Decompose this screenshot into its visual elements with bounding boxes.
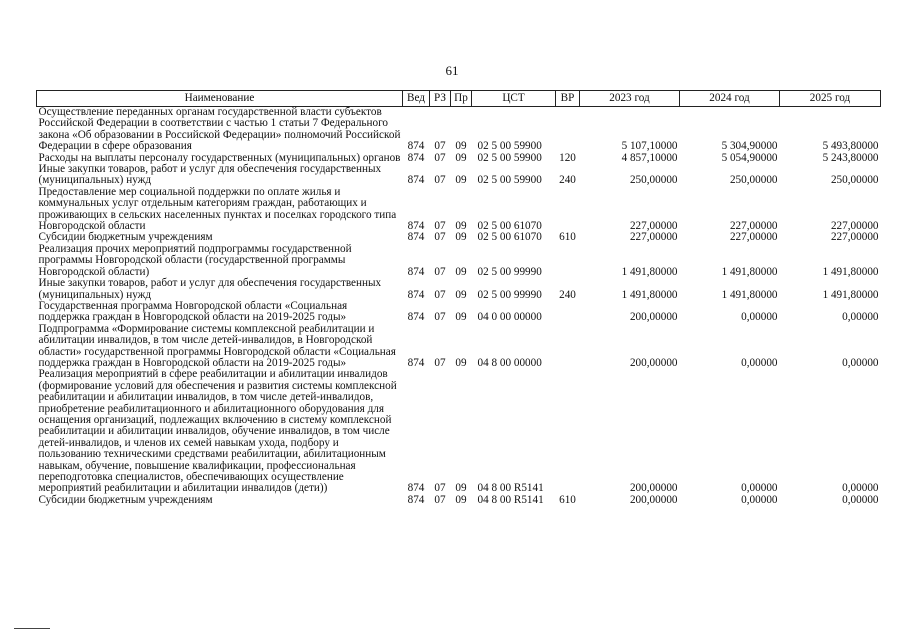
cell-rz: 07 <box>434 493 446 506</box>
cell-pr: 09 <box>455 151 467 164</box>
cell-rz: 07 <box>434 288 446 301</box>
cell-y2025: 0,00000 <box>842 311 879 324</box>
cell-y2025: 5 243,80000 <box>822 151 879 164</box>
cell-y2023: 227,00000 <box>629 220 678 233</box>
cell-y2023: 5 107,10000 <box>621 140 678 153</box>
cell-y2025: 1 491,80000 <box>822 265 879 278</box>
cell-y2023: 200,00000 <box>629 311 678 324</box>
cell-rz: 07 <box>434 231 446 244</box>
cell-vr <box>556 324 580 370</box>
cell-pr: 09 <box>455 288 467 301</box>
header-2024: 2024 год <box>680 91 780 107</box>
cell-y2025: 227,00000 <box>830 220 879 233</box>
cell-name: Субсидии бюджетным учреждениям <box>38 493 213 506</box>
budget-table <box>36 90 881 506</box>
cell-vr: 240 <box>559 288 576 301</box>
table-row <box>37 301 881 324</box>
cell-y2024: 250,00000 <box>729 174 778 187</box>
cell-ved: 874 <box>407 231 425 244</box>
cell-y2024: 5 054,90000 <box>721 151 778 164</box>
cell-y2024: 5 304,90000 <box>721 140 778 153</box>
table-row <box>37 107 881 153</box>
cell-vr: 240 <box>559 174 576 187</box>
cell-rz: 07 <box>434 140 446 153</box>
cell-y2024: 0,00000 <box>741 356 778 369</box>
table-body <box>37 107 881 507</box>
cell-pr: 09 <box>455 265 467 278</box>
cell-pr: 09 <box>455 356 467 369</box>
header-2023: 2023 год <box>580 91 680 107</box>
cell-vr <box>556 369 580 494</box>
cell-pr: 09 <box>455 311 467 324</box>
cell-y2023: 4 857,10000 <box>621 151 678 164</box>
header-2025: 2025 год <box>780 91 881 107</box>
cell-vr <box>556 107 580 153</box>
cell-cst: 02 5 00 59900 <box>477 151 542 164</box>
cell-y2025: 0,00000 <box>842 482 879 495</box>
cell-name: Государственная программа Новгородской области «Социальная поддержка граждан в Новгородской области на 2019-2025 годы» <box>38 299 348 324</box>
table-row <box>37 369 881 494</box>
cell-ved: 874 <box>407 151 425 164</box>
cell-cst: 02 5 00 99990 <box>477 265 542 278</box>
cell-cst: 02 5 00 59900 <box>477 140 542 153</box>
cell-y2025: 250,00000 <box>830 174 879 187</box>
cell-cst: 04 8 00 R5141 <box>477 493 544 506</box>
cell-cst: 02 5 00 59900 <box>477 174 542 187</box>
cell-rz: 07 <box>434 356 446 369</box>
table-row <box>37 187 881 233</box>
cell-y2025: 227,00000 <box>830 231 879 244</box>
cell-vr <box>556 244 580 278</box>
cell-y2023: 200,00000 <box>629 493 678 506</box>
cell-y2024: 0,00000 <box>741 482 778 495</box>
cell-vr <box>556 301 580 324</box>
cell-y2024: 227,00000 <box>729 220 778 233</box>
cell-cst: 02 5 00 99990 <box>477 288 542 301</box>
footer-rule <box>14 628 50 629</box>
cell-name: Реализация мероприятий в сфере реабилитации и абилитации инвалидов (формирование условий для обеспечения и развития системы комплексной реабилитации и абилитации инвалидов, в том числе детей-инвалидов, приобретение реабилитационного и абилитационного оборудования для оснащения организаций, подлежащих включению в систему комплексной реабилитации и абилитации инвалидов, обучение инвалидов, в том числе детей-инвалидов, и членов их семей навыкам ухода, подбору и пользованию техническими средствами реабилитации, абилитационным навыкам, обучение, повышение квалификации, профессиональная переподготовка специалистов, обеспечивающих осуществление мероприятий реабилитации и абилитации инвалидов (дети)) <box>38 368 397 495</box>
cell-rz: 07 <box>434 265 446 278</box>
cell-pr: 09 <box>455 231 467 244</box>
cell-y2024: 0,00000 <box>741 493 778 506</box>
cell-ved: 874 <box>407 140 425 153</box>
header-name: Наименование <box>37 91 403 107</box>
cell-y2023: 200,00000 <box>629 356 678 369</box>
cell-y2023: 1 491,80000 <box>621 265 678 278</box>
cell-name: Иные закупки товаров, работ и услуг для обеспечения государственных (муниципальных) нужд <box>38 163 382 187</box>
table-row <box>37 244 881 278</box>
cell-name: Субсидии бюджетным учреждениям <box>38 231 213 244</box>
cell-name: Расходы на выплаты персоналу государственных (муниципальных) органов <box>38 151 401 164</box>
header-ved: Вед <box>403 91 430 107</box>
page-number: 61 <box>445 63 459 78</box>
cell-y2024: 0,00000 <box>741 311 778 324</box>
cell-pr: 09 <box>455 482 467 495</box>
cell-pr: 09 <box>455 220 467 233</box>
cell-y2024: 1 491,80000 <box>721 265 778 278</box>
cell-ved: 874 <box>407 356 425 369</box>
cell-cst: 02 5 00 61070 <box>477 220 542 233</box>
cell-ved: 874 <box>407 220 425 233</box>
cell-vr: 120 <box>559 151 576 164</box>
cell-y2025: 0,00000 <box>842 493 879 506</box>
cell-name: Предоставление мер социальной поддержки по оплате жилья и коммунальных услуг отдельным категориям граждан, работающих и проживающих в сельских населенных пунктах и поселках городского типа Новгородской области <box>38 185 397 233</box>
table-header-row <box>37 91 881 107</box>
cell-rz: 07 <box>434 311 446 324</box>
cell-y2025: 1 491,80000 <box>822 288 879 301</box>
table-row <box>37 164 881 187</box>
header-pr: Пр <box>451 91 472 107</box>
cell-ved: 874 <box>407 493 425 506</box>
header-rz: РЗ <box>430 91 451 107</box>
cell-y2023: 200,00000 <box>629 482 678 495</box>
cell-pr: 09 <box>455 493 467 506</box>
cell-name: Подпрограмма «Формирование системы комплексной реабилитации и абилитации инвалидов, в том числе детей-инвалидов, в Новгородской области» государственной программы Новгородской области «Социальная поддержка граждан в Новгородской области на 2019-2025 годы» <box>38 322 396 369</box>
header-cst: ЦСТ <box>472 91 556 107</box>
cell-cst: 04 8 00 R5141 <box>477 482 544 495</box>
cell-y2025: 0,00000 <box>842 356 879 369</box>
cell-y2023: 250,00000 <box>629 174 678 187</box>
cell-name: Реализация прочих мероприятий подпрограммы государственной программы Новгородской области (государственной программы Новгородской области) <box>38 242 352 278</box>
cell-pr: 09 <box>455 174 467 187</box>
cell-vr: 610 <box>559 493 576 506</box>
cell-ved: 874 <box>407 265 425 278</box>
table-row <box>37 495 881 506</box>
cell-y2025: 5 493,80000 <box>822 140 879 153</box>
cell-name: Иные закупки товаров, работ и услуг для обеспечения государственных (муниципальных) нужд <box>38 277 382 301</box>
cell-ved: 874 <box>407 288 425 301</box>
cell-vr: 610 <box>559 231 576 244</box>
cell-ved: 874 <box>407 174 425 187</box>
cell-ved: 874 <box>407 311 425 324</box>
cell-y2023: 227,00000 <box>629 231 678 244</box>
table-row <box>37 278 881 301</box>
cell-rz: 07 <box>434 220 446 233</box>
cell-y2024: 1 491,80000 <box>721 288 778 301</box>
cell-y2024: 227,00000 <box>729 231 778 244</box>
cell-pr: 09 <box>455 140 467 153</box>
cell-cst: 04 8 00 00000 <box>477 356 542 369</box>
cell-ved: 874 <box>407 482 425 495</box>
header-vr: ВР <box>556 91 580 107</box>
table-row <box>37 324 881 370</box>
cell-rz: 07 <box>434 482 446 495</box>
cell-y2023: 1 491,80000 <box>621 288 678 301</box>
cell-rz: 07 <box>434 174 446 187</box>
cell-vr <box>556 187 580 233</box>
cell-rz: 07 <box>434 151 446 164</box>
cell-name: Осуществление переданных органам государственной власти субъектов Российской Федерации в соответствии с частью 1 статьи 7 Федерального закона «Об образовании в Российской Федерации» полномочий Российской Федерации в сфере образования <box>38 106 401 153</box>
cell-cst: 04 0 00 00000 <box>477 311 542 324</box>
cell-cst: 02 5 00 61070 <box>477 231 542 244</box>
